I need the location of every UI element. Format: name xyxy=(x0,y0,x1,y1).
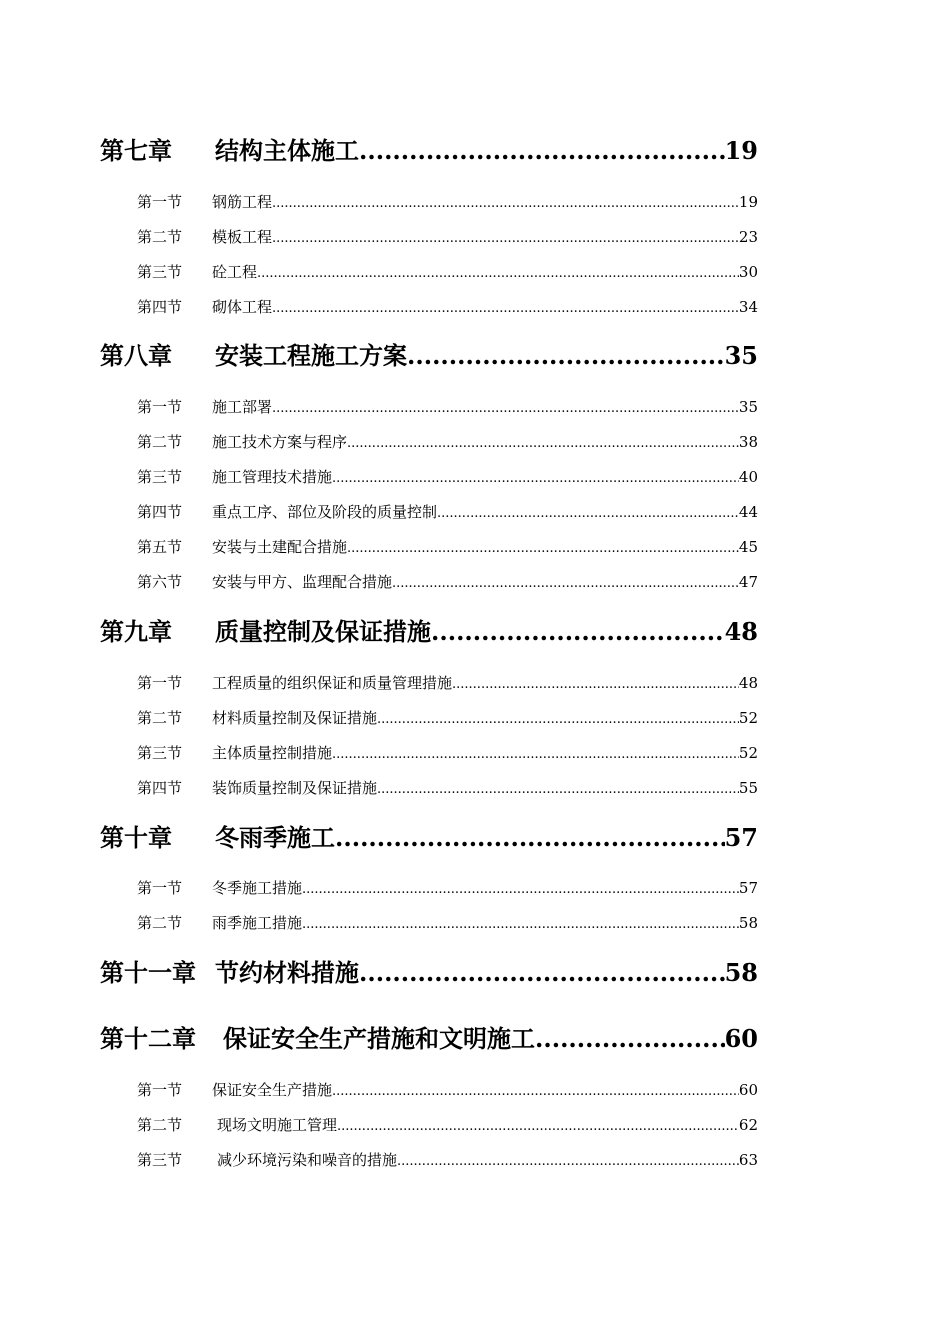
chapter-title: 节约材料措施 xyxy=(215,958,359,987)
toc-section-entry[interactable] xyxy=(100,912,758,934)
toc-section-entry[interactable] xyxy=(100,1079,758,1101)
toc-section-entry[interactable] xyxy=(100,191,758,213)
chapter-title: 冬雨季施工 xyxy=(215,823,335,852)
section-title: 砼工程 xyxy=(212,263,258,281)
section-title: 砌体工程 xyxy=(212,298,273,316)
section-number: 第二节 xyxy=(137,709,183,727)
section-number: 第二节 xyxy=(137,433,183,451)
dot-leader xyxy=(347,536,739,560)
toc-chapter-entry[interactable] xyxy=(100,134,758,168)
dot-leader xyxy=(332,1079,739,1103)
section-title: 重点工序、部位及阶段的质量控制 xyxy=(212,503,438,521)
section-title: 减少环境污染和噪音的措施 xyxy=(217,1151,398,1169)
toc-section-entry[interactable] xyxy=(100,877,758,899)
toc-section-entry[interactable] xyxy=(100,396,758,418)
chapter-number: 第十二章 xyxy=(100,1024,196,1053)
dot-leader xyxy=(332,466,739,490)
toc-chapter-entry[interactable] xyxy=(100,821,758,855)
toc-section-entry[interactable] xyxy=(100,777,758,799)
section-number: 第六节 xyxy=(137,573,183,591)
dot-leader xyxy=(437,501,739,525)
page-number: 57 xyxy=(724,823,758,852)
section-title: 安装与土建配合措施 xyxy=(212,538,348,556)
section-number: 第三节 xyxy=(137,468,183,486)
chapter-number: 第九章 xyxy=(100,617,172,646)
toc-section-entry[interactable] xyxy=(100,672,758,694)
section-title: 施工管理技术措施 xyxy=(212,468,333,486)
page-number: 48 xyxy=(738,674,758,692)
section-title: 模板工程 xyxy=(212,228,273,246)
dot-leader xyxy=(377,777,739,801)
chapter-title: 安装工程施工方案 xyxy=(215,341,407,370)
page-number: 60 xyxy=(738,1081,758,1099)
chapter-number: 第十章 xyxy=(100,823,172,852)
dot-leader xyxy=(347,431,739,455)
page-number: 48 xyxy=(724,617,758,646)
dot-leader xyxy=(407,339,725,373)
dot-leader xyxy=(359,956,725,990)
section-title: 施工部署 xyxy=(212,398,273,416)
section-title: 工程质量的组织保证和质量管理措施 xyxy=(212,674,453,692)
dot-leader xyxy=(377,707,739,731)
page-number: 52 xyxy=(738,744,758,762)
toc-section-entry[interactable] xyxy=(100,1114,758,1136)
section-number: 第四节 xyxy=(137,298,183,316)
dot-leader xyxy=(535,1022,725,1056)
page-number: 23 xyxy=(738,228,758,246)
page-number: 58 xyxy=(724,958,758,987)
toc-section-entry[interactable] xyxy=(100,261,758,283)
page-number: 19 xyxy=(724,136,758,165)
section-number: 第一节 xyxy=(137,1081,183,1099)
section-title: 现场文明施工管理 xyxy=(217,1116,338,1134)
dot-leader xyxy=(452,672,739,696)
dot-leader xyxy=(257,261,739,285)
section-number: 第一节 xyxy=(137,879,183,897)
dot-leader xyxy=(359,134,725,168)
dot-leader xyxy=(332,742,739,766)
section-number: 第五节 xyxy=(137,538,183,556)
section-number: 第二节 xyxy=(137,914,183,932)
dot-leader xyxy=(272,396,739,420)
page-number: 45 xyxy=(738,538,758,556)
toc-chapter-entry[interactable] xyxy=(100,956,758,990)
page-number: 47 xyxy=(738,573,758,591)
chapter-title: 质量控制及保证措施 xyxy=(215,617,431,646)
dot-leader xyxy=(397,1149,739,1173)
page-number: 58 xyxy=(738,914,758,932)
page-number: 34 xyxy=(738,298,758,316)
toc-section-entry[interactable] xyxy=(100,501,758,523)
toc-section-entry[interactable] xyxy=(100,536,758,558)
page-number: 55 xyxy=(738,779,758,797)
chapter-number: 第七章 xyxy=(100,136,172,165)
dot-leader xyxy=(272,226,739,250)
section-number: 第三节 xyxy=(137,1151,183,1169)
section-title: 钢筋工程 xyxy=(212,193,273,211)
toc-section-entry[interactable] xyxy=(100,742,758,764)
toc-section-entry[interactable] xyxy=(100,431,758,453)
toc-section-entry[interactable] xyxy=(100,296,758,318)
page-number: 38 xyxy=(738,433,758,451)
section-title: 雨季施工措施 xyxy=(212,914,303,932)
section-number: 第一节 xyxy=(137,193,183,211)
toc-chapter-entry[interactable] xyxy=(100,1022,758,1056)
toc-section-entry[interactable] xyxy=(100,1149,758,1171)
section-title: 保证安全生产措施 xyxy=(212,1081,333,1099)
section-number: 第三节 xyxy=(137,263,183,281)
dot-leader xyxy=(272,191,739,215)
chapter-number: 第十一章 xyxy=(100,958,196,987)
dot-leader xyxy=(337,1114,739,1138)
dot-leader xyxy=(302,912,739,936)
page-number: 35 xyxy=(724,341,758,370)
section-title: 施工技术方案与程序 xyxy=(212,433,348,451)
toc-section-entry[interactable] xyxy=(100,466,758,488)
page-number: 63 xyxy=(738,1151,758,1169)
toc-section-entry[interactable] xyxy=(100,571,758,593)
section-number: 第一节 xyxy=(137,674,183,692)
section-number: 第四节 xyxy=(137,503,183,521)
toc-chapter-entry[interactable] xyxy=(100,339,758,373)
section-number: 第一节 xyxy=(137,398,183,416)
page-number: 30 xyxy=(738,263,758,281)
toc-section-entry[interactable] xyxy=(100,226,758,248)
page-number: 52 xyxy=(738,709,758,727)
chapter-number: 第八章 xyxy=(100,341,172,370)
section-title: 装饰质量控制及保证措施 xyxy=(212,779,378,797)
page-number: 60 xyxy=(724,1024,758,1053)
chapter-title: 保证安全生产措施和文明施工 xyxy=(223,1024,535,1053)
toc-chapter-entry[interactable] xyxy=(100,615,758,649)
toc-section-entry[interactable] xyxy=(100,707,758,729)
dot-leader xyxy=(335,821,725,855)
page-number: 19 xyxy=(738,193,758,211)
section-number: 第三节 xyxy=(137,744,183,762)
section-title: 安装与甲方、监理配合措施 xyxy=(212,573,393,591)
dot-leader xyxy=(431,615,725,649)
section-title: 主体质量控制措施 xyxy=(212,744,333,762)
section-title: 冬季施工措施 xyxy=(212,879,303,897)
section-title: 材料质量控制及保证措施 xyxy=(212,709,378,727)
page-number: 44 xyxy=(738,503,758,521)
page-number: 57 xyxy=(738,879,758,897)
page-number: 35 xyxy=(738,398,758,416)
dot-leader xyxy=(302,877,739,901)
chapter-title: 结构主体施工 xyxy=(215,136,359,165)
page-number: 40 xyxy=(738,468,758,486)
section-number: 第四节 xyxy=(137,779,183,797)
dot-leader xyxy=(392,571,739,595)
section-number: 第二节 xyxy=(137,1116,183,1134)
dot-leader xyxy=(272,296,739,320)
section-number: 第二节 xyxy=(137,228,183,246)
page-number: 62 xyxy=(738,1116,758,1134)
